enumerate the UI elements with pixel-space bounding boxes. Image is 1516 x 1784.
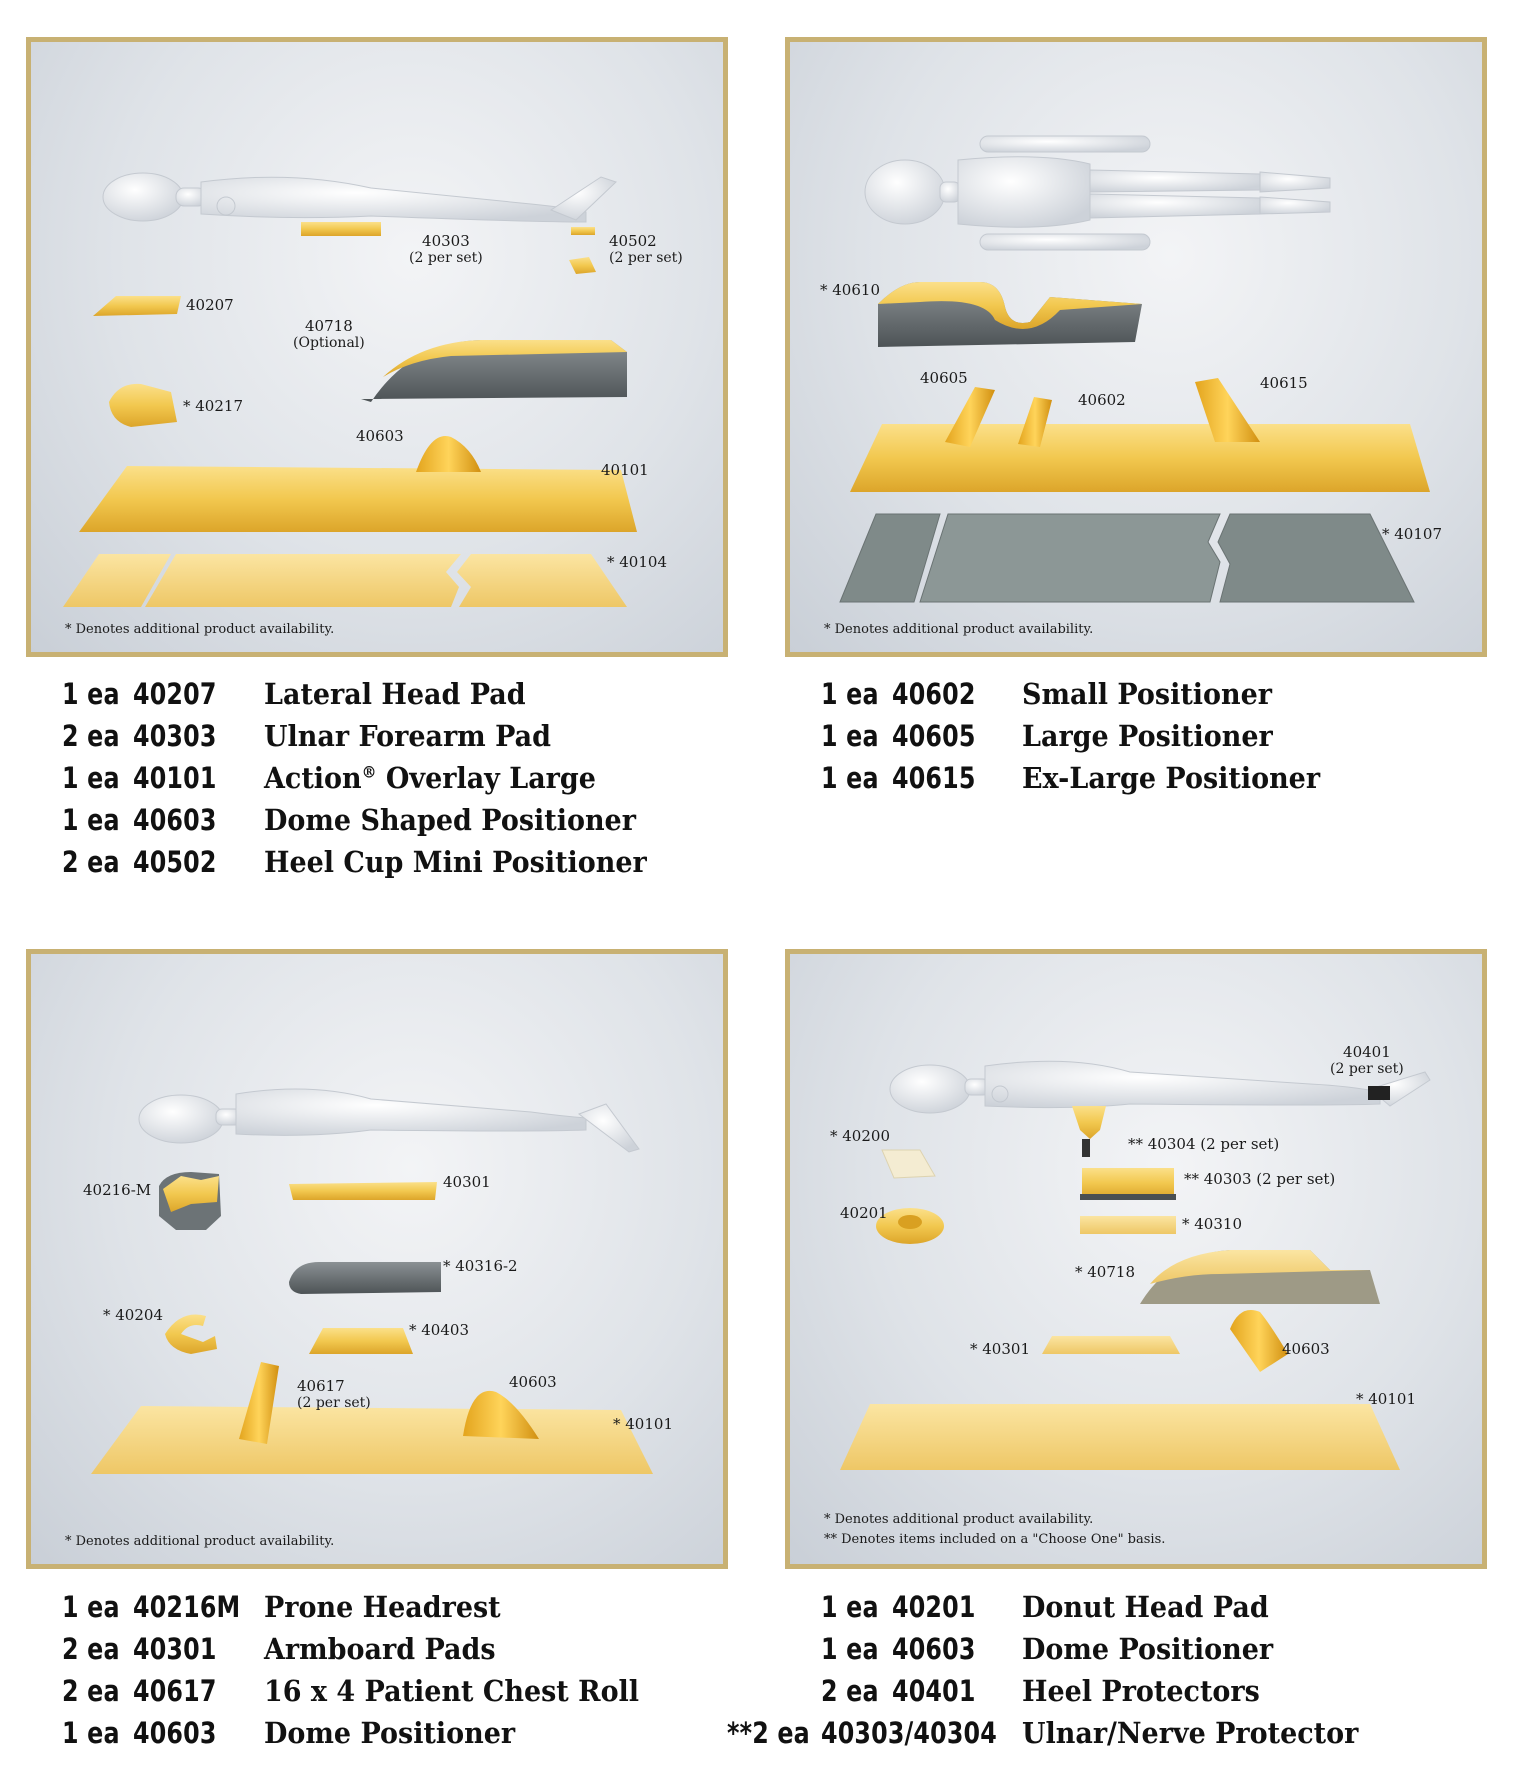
label-40718: 40718 (Optional) [293, 317, 365, 351]
label-40301: * 40301 [970, 1340, 1030, 1358]
label-40403: * 40403 [409, 1321, 469, 1339]
registered-mark: ® [361, 762, 377, 782]
armboard-pad-40301 [1042, 1336, 1180, 1354]
product-panel-2 [785, 37, 1487, 657]
label-40216-m: 40216-M [83, 1181, 152, 1199]
armboard-pad [289, 1182, 437, 1200]
availability-note: * Denotes additional product availability. [65, 1534, 335, 1549]
label-40101: * 40101 [613, 1415, 673, 1433]
label-40502: 40502 (2 per set) [609, 232, 683, 266]
availability-note: * Denotes additional product availability. [824, 622, 1094, 637]
label-40107: * 40107 [1382, 525, 1442, 543]
overlay-large [91, 1406, 653, 1474]
choose-one-note: ** Denotes items included on a "Choose One" basis. [824, 1532, 1166, 1547]
label-40104: * 40104 [607, 553, 667, 571]
label-40603: 40603 [509, 1373, 557, 1391]
label-40217: * 40217 [183, 397, 243, 415]
label-40605: 40605 [920, 369, 968, 387]
panel-3-illustration [31, 954, 723, 1564]
ulnar-forearm-pad [301, 222, 381, 236]
foam-40316-2 [289, 1262, 441, 1294]
product-panel-3 [26, 949, 728, 1569]
overlay-40107-top [850, 424, 1430, 492]
mannequin-figure [103, 173, 616, 222]
overlay-segment-3 [457, 554, 627, 607]
availability-note: * Denotes additional product availability. [824, 1512, 1094, 1527]
panel-2-illustration [790, 42, 1482, 652]
label-40204: * 40204 [103, 1306, 163, 1324]
product-panel-1 [26, 37, 728, 657]
label-40101: * 40101 [1356, 1390, 1416, 1408]
heel-protector [1368, 1086, 1390, 1100]
label-40207: 40207 [186, 296, 234, 314]
mannequin-figure [139, 1089, 639, 1152]
overlay-large [840, 1404, 1400, 1470]
foam-segment-2 [920, 514, 1220, 602]
availability-note: * Denotes additional product availability. [65, 622, 335, 637]
label-40303: ** 40303 (2 per set) [1184, 1170, 1336, 1188]
label-40304: ** 40304 (2 per set) [1128, 1135, 1280, 1153]
mannequin-figure [865, 136, 1330, 250]
nerve-protector-40304 [1072, 1106, 1106, 1139]
pad-40200 [882, 1150, 935, 1178]
label-40610: * 40610 [820, 281, 880, 299]
dome-positioner [1230, 1310, 1288, 1372]
donut-40204 [165, 1314, 217, 1354]
label-40310: * 40310 [1182, 1215, 1242, 1233]
label-40718: * 40718 [1075, 1263, 1135, 1281]
label-40603: 40603 [1282, 1340, 1330, 1358]
label-40303: 40303 (2 per set) [409, 232, 483, 266]
pad-40403 [309, 1328, 413, 1354]
label-40602: 40602 [1078, 391, 1126, 409]
ulnar-pad-40303 [1082, 1168, 1174, 1198]
desc-text-after: Overlay Large [376, 761, 596, 795]
desc-text: Action [264, 761, 362, 795]
label-40316-2: * 40316-2 [443, 1257, 518, 1275]
overlay-large [79, 466, 637, 532]
label-40603: 40603 [356, 427, 404, 445]
product-panel-4 [785, 949, 1487, 1569]
label-40301: 40301 [443, 1173, 491, 1191]
pad-40310 [1080, 1216, 1176, 1234]
heel-cup-1 [571, 227, 595, 235]
label-40101: 40101 [601, 461, 649, 479]
head-pad-40217 [109, 384, 177, 427]
label-40401: 40401 (2 per set) [1330, 1043, 1404, 1077]
dome-positioner [416, 436, 481, 472]
heel-cup-2 [569, 257, 596, 274]
label-40615: 40615 [1260, 374, 1308, 392]
overlay-segment-2 [145, 554, 461, 607]
lateral-head-pad [93, 296, 181, 316]
label-40200: * 40200 [830, 1127, 890, 1145]
label-40201: 40201 [840, 1204, 888, 1222]
label-40617: 40617 (2 per set) [297, 1377, 371, 1411]
